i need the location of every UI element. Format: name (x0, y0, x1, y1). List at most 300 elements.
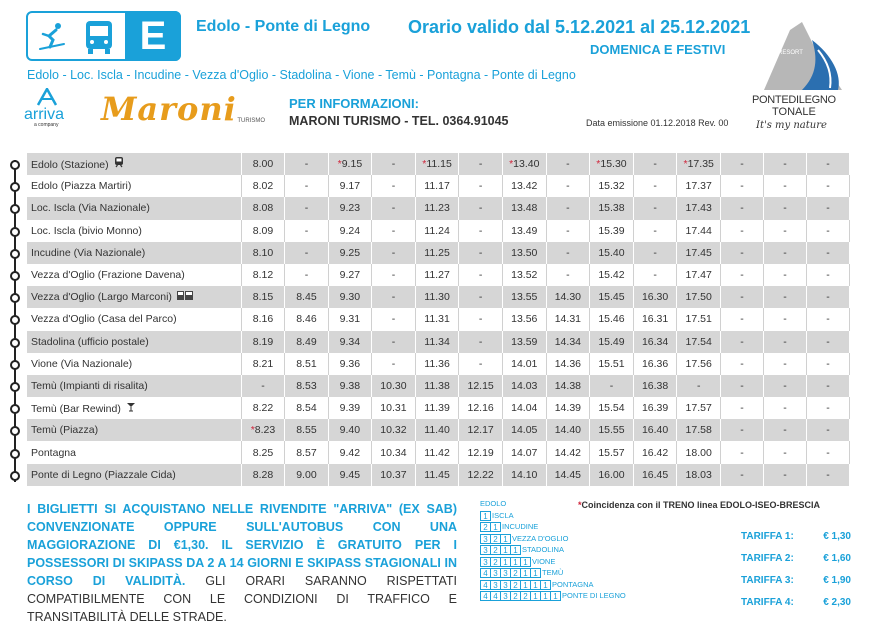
fare-matrix (480, 499, 626, 603)
departure-time: 15.32 (590, 175, 634, 197)
departure-time: - (763, 441, 806, 463)
departure-time: - (721, 220, 764, 242)
departure-time: - (459, 286, 503, 308)
stop-name (27, 419, 241, 441)
departure-time: 9.24 (328, 220, 372, 242)
stop-dot (10, 449, 20, 459)
stop-dot (10, 204, 20, 214)
departure-time: 11.42 (415, 441, 459, 463)
fare-zone-cell: 4 (480, 568, 491, 578)
fare-zone-cell: 4 (480, 580, 491, 590)
fare-zone-cell: 2 (510, 580, 521, 590)
departure-time: 8.15 (241, 286, 285, 308)
departure-time: - (721, 375, 764, 397)
departure-time: 16.42 (633, 441, 677, 463)
departure-time: - (763, 353, 806, 375)
departure-time: - (372, 286, 416, 308)
departure-time: - (721, 153, 764, 175)
departure-time: - (763, 220, 806, 242)
departure-time: 8.16 (241, 308, 285, 330)
departure-time: 14.10 (502, 464, 546, 486)
departure-time: - (721, 397, 764, 419)
departure-time: *11.15 (415, 153, 459, 175)
arriva-word: arriva (24, 106, 65, 123)
departure-time: 8.12 (241, 264, 285, 286)
departure-time: - (763, 308, 806, 330)
departure-time: - (546, 197, 590, 219)
fare-stop-label: ISCLA (492, 510, 514, 520)
departure-time: 9.42 (328, 441, 372, 463)
departure-time: 8.57 (285, 441, 328, 463)
fare-zone-cell: 1 (550, 591, 561, 601)
departure-time: 8.08 (241, 197, 285, 219)
departure-time: 11.34 (415, 331, 459, 353)
departure-time: 11.24 (415, 220, 459, 242)
departure-time: 16.34 (633, 331, 677, 353)
departure-time: 12.22 (459, 464, 503, 486)
timetable (27, 153, 850, 486)
stop-dot (10, 382, 20, 392)
fare-stop-label: VEZZA D'OGLIO (512, 533, 569, 543)
departure-time: 14.36 (546, 353, 590, 375)
table-row (27, 353, 850, 375)
departure-time: 10.34 (372, 441, 416, 463)
departure-time: - (459, 308, 503, 330)
departure-time: 11.39 (415, 397, 459, 419)
departure-time: - (285, 197, 328, 219)
departure-time: - (721, 419, 764, 441)
departure-time: - (372, 308, 416, 330)
stop-name (27, 375, 241, 397)
departure-time: - (763, 375, 806, 397)
departure-time: - (241, 375, 285, 397)
fare-zone-cell: 1 (520, 557, 531, 567)
table-row (27, 331, 850, 353)
departure-time: - (633, 197, 677, 219)
departure-time: 11.40 (415, 419, 459, 441)
train-icon (114, 159, 124, 171)
departure-time: - (806, 286, 849, 308)
departure-time: - (546, 220, 590, 242)
tariff-price: € 1,30 (823, 531, 851, 542)
stop-name (27, 264, 241, 286)
departure-time: - (372, 175, 416, 197)
departure-time: - (806, 242, 849, 264)
departure-time: 16.38 (633, 375, 677, 397)
day-type: DOMENICA E FESTIVI (590, 42, 726, 57)
departure-time: - (677, 375, 721, 397)
stop-label: Edolo (Piazza Martiri) (31, 180, 132, 193)
stop-label: Stadolina (ufficio postale) (31, 335, 149, 348)
stop-dot (10, 293, 20, 303)
stop-dot (10, 426, 20, 436)
fare-zone-cell: 1 (530, 580, 541, 590)
info-title: PER INFORMAZIONI: (289, 96, 419, 111)
fare-zone-cell: 3 (500, 568, 511, 578)
departure-time: 13.56 (502, 308, 546, 330)
fare-zone-cell: 3 (480, 534, 491, 544)
departure-time: 14.38 (546, 375, 590, 397)
arriva-sub: a company (34, 122, 59, 128)
fare-zone-cell: 3 (490, 568, 501, 578)
departure-time: 15.39 (590, 220, 634, 242)
fare-zone-cell: 1 (500, 545, 511, 555)
tariff-label: TARIFFA 1: (741, 531, 794, 542)
departure-time: - (806, 375, 849, 397)
departure-time: 11.17 (415, 175, 459, 197)
departure-time: - (763, 464, 806, 486)
fare-matrix-row (480, 580, 626, 592)
table-row (27, 153, 850, 175)
table-row (27, 175, 850, 197)
fare-matrix-header: EDOLO (480, 499, 507, 508)
departure-time: 15.51 (590, 353, 634, 375)
fare-zone-cell: 3 (500, 591, 511, 601)
table-row (27, 286, 850, 308)
fare-zone-cell: 2 (520, 591, 531, 601)
fare-zone-cell: 1 (490, 522, 501, 532)
stop-label: Temù (Impianti di risalita) (31, 379, 148, 392)
departure-time: - (721, 286, 764, 308)
table-row (27, 308, 850, 330)
departure-time: 8.55 (285, 419, 328, 441)
departure-time: 14.01 (502, 353, 546, 375)
departure-time: 17.43 (677, 197, 721, 219)
departure-time: 15.38 (590, 197, 634, 219)
departure-time: - (721, 441, 764, 463)
fare-stop-label: PONTAGNA (552, 579, 594, 589)
departure-time: 9.00 (285, 464, 328, 486)
cocktail-icon (126, 403, 136, 415)
stop-name (27, 197, 241, 219)
departure-time: 12.19 (459, 441, 503, 463)
fare-zone-cell: 3 (480, 545, 491, 555)
departure-time: - (763, 419, 806, 441)
departure-time: - (459, 153, 503, 175)
stop-label: Ponte di Legno (Piazzale Cida) (31, 468, 176, 481)
departure-time: 8.22 (241, 397, 285, 419)
departure-time: *8.23 (241, 419, 285, 441)
departure-time: 14.45 (546, 464, 590, 486)
tariff-price: € 2,30 (823, 597, 851, 608)
departure-time: - (459, 220, 503, 242)
departure-time: 14.42 (546, 441, 590, 463)
tariff-label: TARIFFA 3: (741, 575, 794, 586)
stop-label: Vezza d'Oglio (Casa del Parco) (31, 313, 177, 326)
departure-time: - (806, 397, 849, 419)
train-connection-mark: * (683, 158, 688, 171)
stop-name (27, 175, 241, 197)
departure-time: - (372, 264, 416, 286)
departure-time: - (721, 308, 764, 330)
fare-zone-cell: 2 (510, 568, 521, 578)
fare-stop-label: VIONE (532, 556, 556, 566)
departure-time: 17.45 (677, 242, 721, 264)
departure-time: 17.37 (677, 175, 721, 197)
fare-matrix-row (480, 545, 626, 557)
departure-time: - (721, 464, 764, 486)
tariff-list (741, 531, 851, 619)
fare-zone-cell: 1 (540, 591, 551, 601)
departure-time: 11.23 (415, 197, 459, 219)
fare-zone-cell: 3 (500, 580, 511, 590)
stop-dot (10, 182, 20, 192)
departure-time: 15.40 (590, 242, 634, 264)
fare-zone-cell: 3 (490, 580, 501, 590)
departure-time: 18.00 (677, 441, 721, 463)
departure-time: 11.27 (415, 264, 459, 286)
departure-time: 16.40 (633, 419, 677, 441)
route-stops: Edolo - Loc. Iscla - Incudine - Vezza d'Oglio - Stadolina - Vione - Temù - Pontagna - Ponte di Legno (27, 68, 576, 82)
departure-time: - (285, 153, 328, 175)
departure-time: 17.50 (677, 286, 721, 308)
stop-dot (10, 404, 20, 414)
departure-time: 10.32 (372, 419, 416, 441)
table-row (27, 242, 850, 264)
departure-time: - (763, 264, 806, 286)
departure-time: 8.51 (285, 353, 328, 375)
departure-time: 17.44 (677, 220, 721, 242)
train-connection-mark: * (422, 158, 427, 171)
table-row (27, 419, 850, 441)
fare-zone-cell: 1 (510, 557, 521, 567)
fare-zone-cell: 2 (510, 591, 521, 601)
departure-time: 13.59 (502, 331, 546, 353)
departure-time: 14.07 (502, 441, 546, 463)
fare-zone-cell: 1 (480, 511, 491, 521)
coincidence-star: * (578, 500, 582, 510)
stop-label: Temù (Piazza) (31, 424, 99, 437)
departure-time: - (806, 441, 849, 463)
departure-time: - (633, 264, 677, 286)
departure-time: 16.00 (590, 464, 634, 486)
stop-label: Temù (Bar Rewind) (31, 402, 121, 415)
ticket-note-highlight: I BIGLIETTI SI ACQUISTANO NELLE RIVENDITE "ARRIVA" (EX SAB) CONVENZIONATE OPPURE SULL'AUTOBUS CON UNA MAGGIORAZIONE DI €1,30. IL SERVIZIO È GRATUITO PER I POSSESSORI DI SKIPASS DA 2 A 14 GIORNI E SKIPASS STAGIONALI IN CORSO DI VALIDITÀ. (27, 502, 457, 588)
departure-time: 9.23 (328, 197, 372, 219)
departure-time: - (459, 264, 503, 286)
info-contact: MARONI TURISMO - TEL. 0364.91045 (289, 114, 509, 128)
train-connection-mark: * (509, 158, 514, 171)
table-row (27, 197, 850, 219)
stop-name (27, 286, 241, 308)
stop-dot (10, 249, 20, 259)
departure-time: - (806, 175, 849, 197)
stop-name (27, 464, 241, 486)
fare-stop-label: STADOLINA (522, 545, 564, 554)
fare-matrix-row (480, 511, 626, 523)
bus-icon (82, 19, 116, 55)
fare-zone-cell: 2 (490, 545, 501, 555)
departure-time: 15.42 (590, 264, 634, 286)
departure-time: 9.27 (328, 264, 372, 286)
departure-time: - (459, 242, 503, 264)
departure-time: 15.57 (590, 441, 634, 463)
departure-time: - (721, 331, 764, 353)
departure-time: - (806, 331, 849, 353)
departure-time: 16.31 (633, 308, 677, 330)
train-connection-mark: * (250, 424, 255, 437)
fare-stop-label: TEMÙ (542, 568, 564, 577)
departure-time: - (721, 197, 764, 219)
departure-time: - (763, 153, 806, 175)
departure-time: 17.47 (677, 264, 721, 286)
tonale-line2: TONALE (772, 106, 816, 118)
departure-time: - (459, 175, 503, 197)
departure-time: - (285, 242, 328, 264)
departure-time: - (763, 331, 806, 353)
departure-time: - (633, 175, 677, 197)
departure-time: 13.50 (502, 242, 546, 264)
tariff-row (741, 531, 851, 553)
table-row (27, 264, 850, 286)
table-row (27, 220, 850, 242)
stop-dot (10, 271, 20, 281)
departure-time: - (721, 175, 764, 197)
table-row (27, 375, 850, 397)
departure-time: 15.54 (590, 397, 634, 419)
departure-time: 17.56 (677, 353, 721, 375)
route-title: Edolo - Ponte di Legno (196, 18, 371, 35)
coincidence-text: Coincidenza con il TRENO linea EDOLO-ISEO-BRESCIA (581, 500, 821, 510)
departure-time: - (763, 286, 806, 308)
stop-dot (10, 160, 20, 170)
stop-dot (10, 227, 20, 237)
departure-time: 16.45 (633, 464, 677, 486)
maroni-sub: TURISMO (237, 118, 265, 124)
stop-label: Vezza d'Oglio (Largo Marconi) (31, 291, 172, 304)
stop-name (27, 220, 241, 242)
departure-time: *9.15 (328, 153, 372, 175)
departure-time: 9.38 (328, 375, 372, 397)
departure-time: 8.49 (285, 331, 328, 353)
stop-name (27, 331, 241, 353)
tonale-line1: PONTEDILEGNO (752, 94, 836, 106)
departure-time: 8.54 (285, 397, 328, 419)
stop-name (27, 353, 241, 375)
fare-zone-cell: 1 (530, 568, 541, 578)
fare-stop-label: PONTE DI LEGNO (562, 591, 626, 600)
departure-time: - (763, 175, 806, 197)
departure-time: 13.55 (502, 286, 546, 308)
departure-time: 11.36 (415, 353, 459, 375)
fare-stop-label: INCUDINE (502, 522, 539, 531)
stop-label: Loc. Iscla (bivio Monno) (31, 224, 142, 237)
departure-time: 9.39 (328, 397, 372, 419)
fare-matrix-row (480, 557, 626, 569)
departure-time: 14.05 (502, 419, 546, 441)
departure-time: *17.35 (677, 153, 721, 175)
fare-zone-cell: 2 (490, 557, 501, 567)
table-row (27, 397, 850, 419)
departure-time: 18.03 (677, 464, 721, 486)
tariff-row (741, 597, 851, 619)
departure-time: 15.55 (590, 419, 634, 441)
tariff-row (741, 575, 851, 597)
ticket-note-plain: GLI ORARI SARANNO RISPETTATI COMPATIBILMENTE CON LE CONDIZIONI DI TRAFFICO E TRANSITABILITÀ DELLE STRADE. (27, 574, 457, 624)
stop-dot (10, 471, 20, 481)
departure-time: 17.54 (677, 331, 721, 353)
departure-time: 16.30 (633, 286, 677, 308)
departure-time: 14.04 (502, 397, 546, 419)
fare-matrix-row (480, 522, 626, 534)
departure-time: 14.39 (546, 397, 590, 419)
departure-time: - (763, 197, 806, 219)
fare-zone-cell: 1 (520, 580, 531, 590)
arriva-logo (24, 88, 72, 130)
departure-time: - (721, 264, 764, 286)
departure-time: 8.09 (241, 220, 285, 242)
departure-time: 17.57 (677, 397, 721, 419)
tonale-arc: RESORT (778, 50, 803, 56)
fare-zone-cell: 1 (540, 580, 551, 590)
fare-zone-cell: 3 (480, 557, 491, 567)
stop-dot (10, 315, 20, 325)
fare-zone-cell: 4 (480, 591, 491, 601)
departure-time: - (763, 397, 806, 419)
fare-zone-cell: 1 (500, 557, 511, 567)
skier-icon (36, 21, 68, 53)
departure-time: 8.19 (241, 331, 285, 353)
tonale-tagline: It's my nature (756, 120, 827, 131)
tariff-price: € 1,60 (823, 553, 851, 564)
departure-time: 14.30 (546, 286, 590, 308)
stop-name (27, 397, 241, 419)
departure-time: 9.17 (328, 175, 372, 197)
departure-time: 8.46 (285, 308, 328, 330)
line-badge (26, 11, 181, 61)
departure-time: - (806, 308, 849, 330)
stop-name (27, 242, 241, 264)
departure-time: 10.37 (372, 464, 416, 486)
departure-time: 14.40 (546, 419, 590, 441)
departure-time: 14.03 (502, 375, 546, 397)
departure-time: - (633, 242, 677, 264)
departure-time: - (285, 264, 328, 286)
departure-time: 12.15 (459, 375, 503, 397)
departure-time: 13.42 (502, 175, 546, 197)
departure-time: 9.30 (328, 286, 372, 308)
departure-time: 10.30 (372, 375, 416, 397)
departure-time: 11.31 (415, 308, 459, 330)
fare-zone-cell: 4 (490, 591, 501, 601)
departure-time: 16.36 (633, 353, 677, 375)
fare-zone-cell: 1 (530, 591, 541, 601)
pontedilegno-tonale-logo (752, 20, 852, 135)
departure-time: - (546, 153, 590, 175)
table-row (27, 441, 850, 463)
departure-time: 8.02 (241, 175, 285, 197)
departure-time: 8.21 (241, 353, 285, 375)
departure-time: 9.40 (328, 419, 372, 441)
stop-label: Vezza d'Oglio (Frazione Davena) (31, 269, 185, 282)
bus-stop-icon (177, 291, 193, 303)
departure-time: 13.48 (502, 197, 546, 219)
mountain-icon (762, 20, 844, 92)
departure-time: - (372, 353, 416, 375)
stop-label: Incudine (Via Nazionale) (31, 246, 146, 259)
stop-label: Edolo (Stazione) (31, 159, 109, 172)
departure-time: - (372, 197, 416, 219)
departure-time: 9.45 (328, 464, 372, 486)
departure-time: - (721, 242, 764, 264)
departure-time: 12.16 (459, 397, 503, 419)
departure-time: - (633, 153, 677, 175)
departure-time: - (806, 264, 849, 286)
departure-time: 13.52 (502, 264, 546, 286)
fare-zone-cell: 1 (510, 545, 521, 555)
train-connection-mark: * (596, 158, 601, 171)
fare-zone-cell: 2 (480, 522, 491, 532)
